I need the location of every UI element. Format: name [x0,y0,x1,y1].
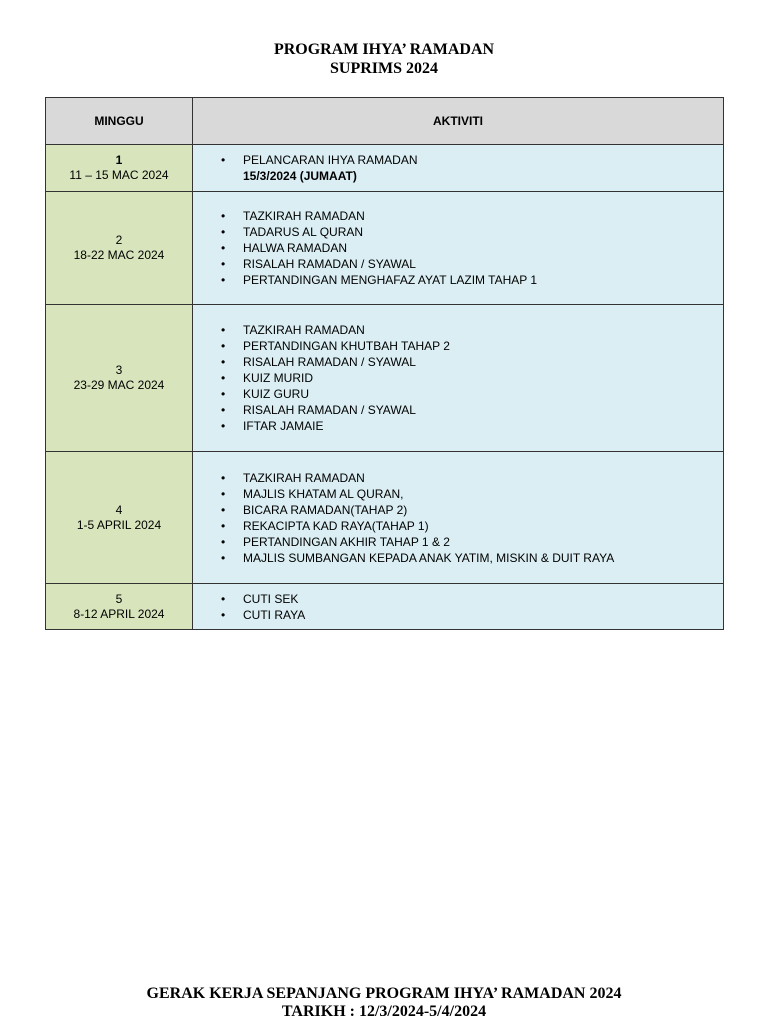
activity-list [193,591,723,623]
list-item [221,518,723,534]
list-item [221,534,723,550]
activity-text: MAJLIS SUMBANGAN KEPADA ANAK YATIM, MISKIN & DUIT RAYA [243,550,615,565]
week-number: 4 [115,502,123,517]
activity-text: BICARA RAMADAN(TAHAP 2) [243,502,408,517]
activity-list [193,322,723,434]
list-item [221,338,723,354]
bullet-icon: • [221,534,226,549]
activity-text: CUTI SEK [243,591,299,606]
week-dates: 23-29 MAC 2024 [73,378,165,392]
footer-line-1: GERAK KERJA SEPANJANG PROGRAM IHYA’ RAMADAN 2024 [146,985,622,1002]
list-item [221,370,723,386]
activity-text: PERTANDINGAN AKHIR TAHAP 1 & 2 [243,534,450,549]
week-dates: 8-12 APRIL 2024 [73,606,165,621]
title-line-2: SUPRIMS 2024 [329,60,438,77]
activity-text: TAZKIRAH RAMADAN [243,209,365,223]
list-item [221,607,723,623]
activity-list [193,208,723,288]
activity-text: KUIZ MURID [243,371,313,385]
activity-text: RISALAH RAMADAN / SYAWAL [243,355,416,369]
activity-cell [193,192,724,305]
bullet-icon: • [221,209,226,223]
activity-text: HALWA RAMADAN [243,241,348,255]
activity-date-note: 15/3/2024 (JUMAAT) [243,169,357,183]
bullet-icon: • [221,371,226,385]
list-item [221,591,723,607]
list-item [221,470,723,486]
week-dates: 1-5 APRIL 2024 [76,517,162,532]
bullet-icon: • [221,486,226,501]
document-footer [0,985,768,1021]
title-line-1: PROGRAM IHYA’ RAMADAN [273,41,495,58]
bullet-icon: • [221,355,226,369]
list-item [221,322,723,338]
activity-text: RISALAH RAMADAN / SYAWAL [243,257,416,271]
bullet-icon: • [221,323,226,337]
week-dates: 11 – 15 MAC 2024 [69,168,169,182]
column-header-minggu: MINGGU [46,98,193,145]
footer-line-2: TARIKH : 12/3/2024-5/4/2024 [281,1003,487,1020]
activity-text: TADARUS AL QURAN [243,225,364,239]
bullet-icon: • [221,518,226,533]
schedule-table [45,97,724,630]
week-dates: 18-22 MAC 2024 [73,248,165,262]
bullet-icon: • [221,403,226,417]
bullet-icon: • [221,339,226,353]
bullet-icon: • [221,153,226,167]
week-cell [46,305,193,452]
activity-cell [193,584,724,630]
list-item [221,386,723,402]
activity-text: KUIZ GURU [243,387,309,401]
activity-cell [193,145,724,192]
bullet-icon: • [221,607,226,622]
list-item [221,354,723,370]
activity-text: RISALAH RAMADAN / SYAWAL [243,403,416,417]
table-row [46,192,724,305]
bullet-icon: • [221,591,226,606]
activity-cell [193,305,724,452]
week-cell [46,584,193,630]
table-header-row [46,98,724,145]
table-row [46,145,724,192]
activity-text: PERTANDINGAN MENGHAFAZ AYAT LAZIM TAHAP 1 [243,273,538,287]
bullet-icon: • [221,387,226,401]
list-item [221,256,723,272]
table-row [46,452,724,584]
list-item [221,152,723,184]
column-header-aktiviti: AKTIVITI [193,98,724,145]
bullet-icon: • [221,273,226,287]
list-item [221,240,723,256]
activity-text: REKACIPTA KAD RAYA(TAHAP 1) [243,518,429,533]
list-item [221,224,723,240]
bullet-icon: • [221,241,226,255]
activity-cell [193,452,724,584]
list-item [221,418,723,434]
week-number: 5 [115,591,123,606]
activity-text: CUTI RAYA [243,607,306,622]
activity-text: PERTANDINGAN KHUTBAH TAHAP 2 [243,339,450,353]
week-cell [46,145,193,192]
activity-list [193,152,723,184]
table-row [46,584,724,630]
list-item [221,486,723,502]
bullet-icon: • [221,470,226,485]
list-item [221,550,723,566]
list-item [221,502,723,518]
document-title [0,40,768,78]
list-item [221,208,723,224]
week-cell [46,452,193,584]
bullet-icon: • [221,419,226,433]
week-number: 2 [115,233,123,247]
list-item [221,272,723,288]
list-item [221,402,723,418]
bullet-icon: • [221,225,226,239]
activity-text: TAZKIRAH RAMADAN [243,470,365,485]
activity-text: IFTAR JAMAIE [243,419,324,433]
activity-text: TAZKIRAH RAMADAN [243,323,365,337]
bullet-icon: • [221,502,226,517]
bullet-icon: • [221,257,226,271]
activity-list [193,470,723,566]
activity-text: MAJLIS KHATAM AL QURAN, [243,486,404,501]
bullet-icon: • [221,550,226,565]
week-cell [46,192,193,305]
activity-text: PELANCARAN IHYA RAMADAN [243,153,418,167]
week-number: 1 [115,153,123,167]
table-row [46,305,724,452]
week-number: 3 [115,363,123,377]
